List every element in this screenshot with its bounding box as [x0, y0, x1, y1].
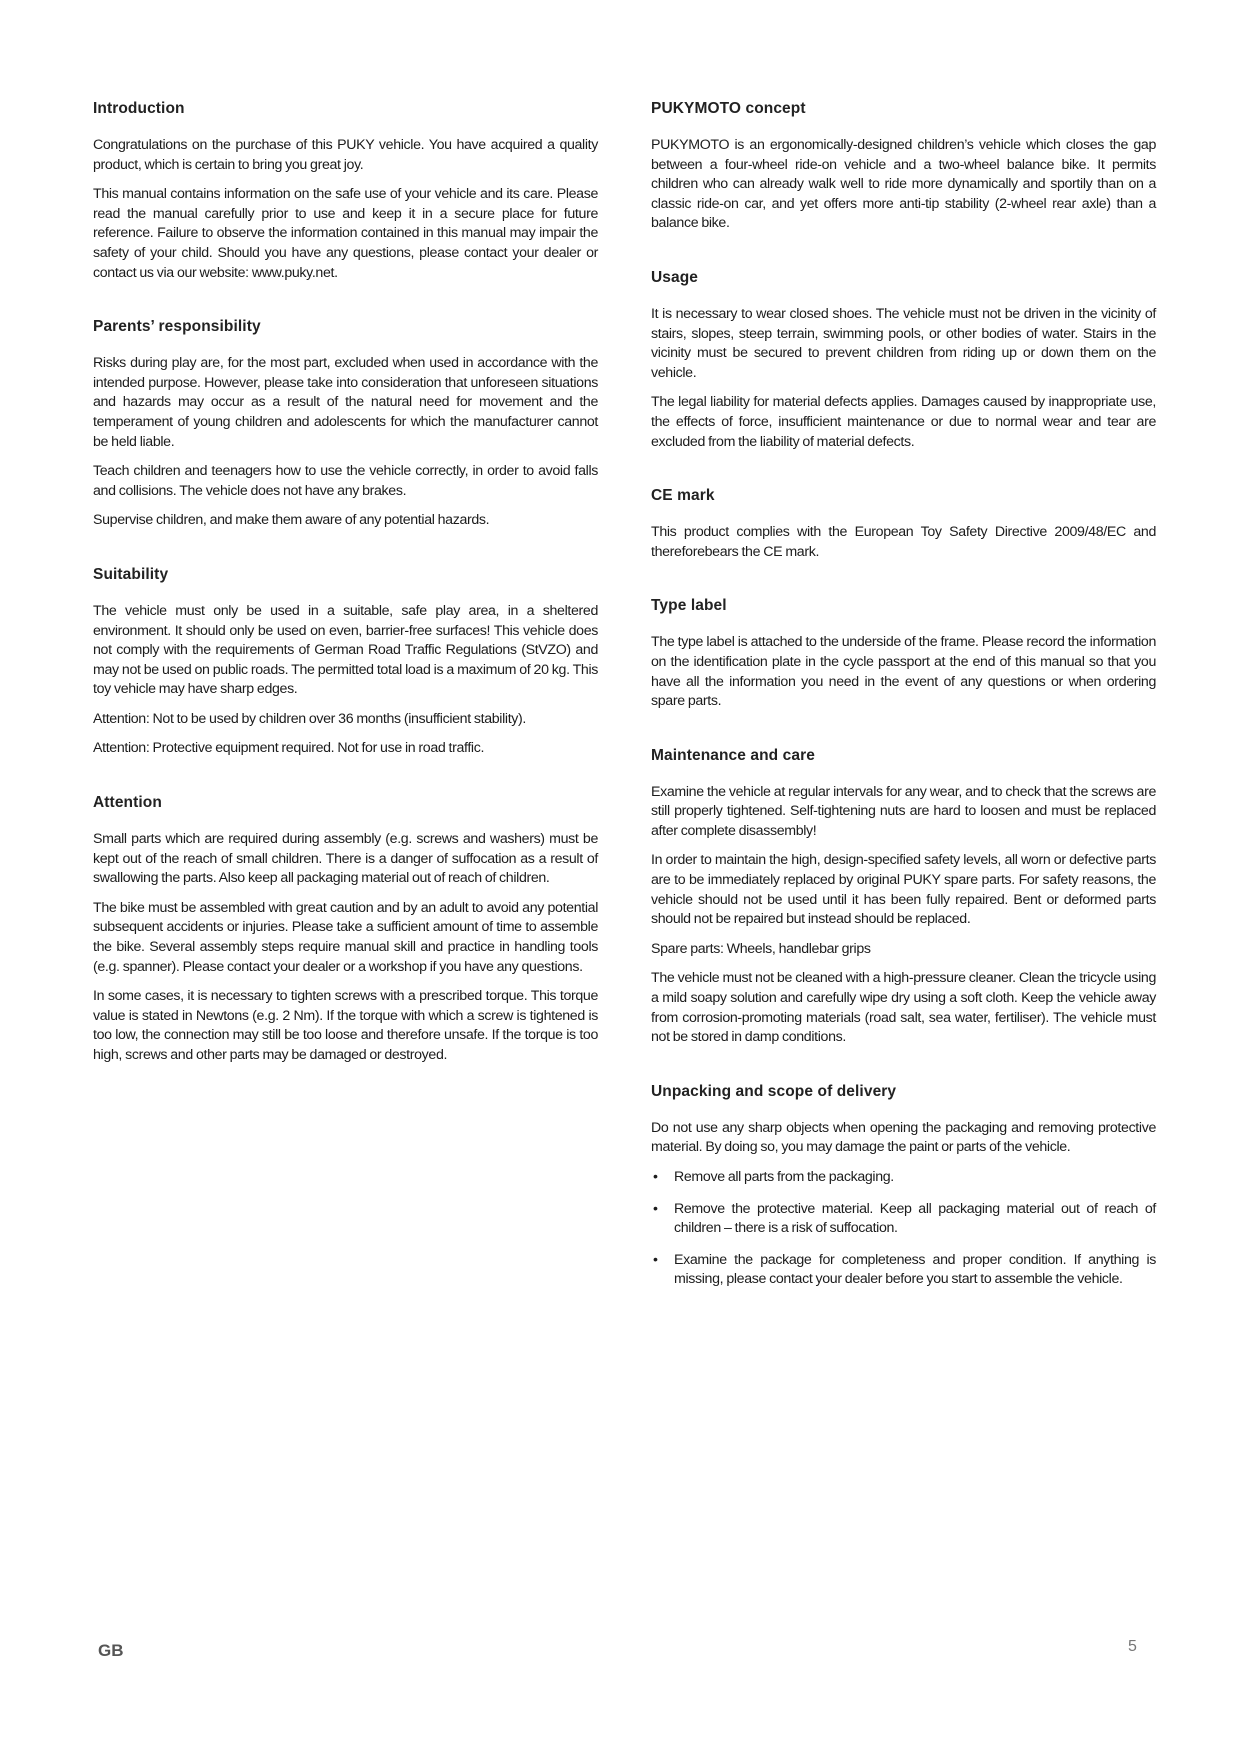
section-heading: Attention — [93, 794, 162, 812]
list-item: • Examine the package for completeness and proper condition. If anything is missing, please contact your dealer before you start to assemble the vehicle. — [651, 1251, 1156, 1290]
paragraph: The vehicle must not be cleaned with a high-pressure cleaner. Clean the tricycle using a mild soapy solution and carefully wipe dry using a soft cloth. Keep the vehicle away from corrosion-promoting materials (road salt, sea water, fertiliser). The vehicle must not be stored in damp conditions. — [651, 970, 1156, 1046]
paragraph: The vehicle must only be used in a suitable, safe play area, in a sheltered environment. It should only be used on even, barrier-free surfaces! This vehicle does not comply with the requirements of German Road Traffic Regulations (StVZO) and may not be used on public roads. The permitted total load is a maximum of 20 kg. This toy vehicle may have sharp edges. — [93, 602, 598, 698]
paragraph: PUKYMOTO is an ergonomically-designed children’s vehicle which closes the gap between a four-wheel ride-on vehicle and a two-wheel balance bike. It permits children who can already walk well to ride more dynamically and sportily than on a classic ride-on car, and yet offers more anti-tip stability (2-wheel rear axle) than a balance bike. — [651, 137, 1156, 232]
paragraph: The legal liability for material defects applies. Damages caused by inappropriate use, the effects of force, insufficient maintenance or due to normal wear and tear are excluded from the liability of material defects. — [651, 394, 1156, 450]
section-ce-mark — [651, 487, 1156, 562]
paragraph: Teach children and teenagers how to use the vehicle correctly, in order to avoid falls and collisions. The vehicle does not have any brakes. — [93, 463, 598, 499]
section-attention — [93, 794, 598, 1066]
section-usage — [651, 269, 1156, 452]
list-item: • Remove the protective material. Keep all packaging material out of reach of children – there is a risk of suffocation. — [651, 1200, 1156, 1239]
section-introduction — [93, 100, 598, 283]
paragraph: Congratulations on the purchase of this PUKY vehicle. You have acquired a quality product, which is certain to bring you great joy. — [93, 137, 598, 173]
paragraph: The type label is attached to the underside of the frame. Please record the information on the identification plate in the cycle passport at the end of this manual so that you have all the information you need in the event of any questions or when ordering spare parts. — [651, 634, 1156, 710]
paragraph: Attention: Not to be used by children over 36 months (insufficient stability). — [93, 710, 527, 727]
bullet-list — [651, 1168, 1156, 1290]
paragraph: In order to maintain the high, design-specified safety levels, all worn or defective parts are to be immediately replaced by original PUKY spare parts. For safety reasons, the vehicle should not be used until it has been fully repaired. Bent or deformed parts should not be repaired but instead should be replaced. — [651, 852, 1156, 928]
language-code: GB — [98, 1641, 124, 1660]
section-parents-responsibility — [93, 318, 598, 531]
paragraph: In some cases, it is necessary to tighten screws with a prescribed torque. This torque value is stated in Newtons (e.g. 2 Nm). If the torque with which a screw is tightened is too low, the connection may still be too loose and therefore unsafe. If the torque is too high, screws and other parts may be damaged or destroyed. — [93, 988, 598, 1063]
section-maintenance-and-care — [651, 747, 1156, 1048]
paragraph: It is necessary to wear closed shoes. The vehicle must not be driven in the vicinity of stairs, slopes, steep terrain, swimming pools, or other bodies of water. Stairs in the vicinity must be secured to prevent children from riding up or down them on the vehicle. — [651, 305, 1156, 381]
paragraph: Risks during play are, for the most part, excluded when used in accordance with the intended purpose. However, please take into consideration that unforeseen situations and hazards may occur as a result of the natural need for movement and the temperament of young children and adolescents for which the manufacturer cannot be held liable. — [93, 355, 598, 450]
paragraph: Spare parts: Wheels, handlebar grips — [651, 940, 871, 957]
page-number: 5 — [1128, 1638, 1137, 1655]
section-heading: Parents’ responsibility — [93, 318, 261, 336]
section-unpacking — [651, 1083, 1156, 1290]
paragraph: Supervise children, and make them aware of any potential hazards. — [93, 512, 490, 529]
section-heading: CE mark — [651, 487, 715, 505]
left-column — [93, 100, 598, 1101]
section-pukymoto-concept — [651, 100, 1156, 234]
right-column — [651, 100, 1156, 1325]
section-heading: PUKYMOTO concept — [651, 100, 806, 117]
paragraph: This manual contains information on the safe use of your vehicle and its care. Please read the manual carefully prior to use and keep it in a secure place for future reference. Failure to observe the information contained in this manual may impair the safety of your child. Should you have any questions, please contact your dealer or contact us via our website: www.puky.net. — [93, 186, 598, 281]
paragraph: Do not use any sharp objects when opening the packaging and removing protective material. By doing so, you may damage the paint or parts of the vehicle. — [651, 1119, 1156, 1156]
section-heading: Type label — [651, 597, 727, 615]
paragraph: Attention: Protective equipment required. Not for use in road traffic. — [93, 740, 485, 757]
section-heading: Maintenance and care — [651, 746, 815, 764]
section-heading: Introduction — [93, 100, 185, 117]
list-item: • Remove all parts from the packaging. — [651, 1168, 1156, 1188]
section-type-label — [651, 597, 1156, 711]
paragraph: This product complies with the European Toy Safety Directive 2009/48/EC and thereforebears the CE mark. — [651, 524, 1156, 560]
section-heading: Unpacking and scope of delivery — [651, 1082, 897, 1100]
section-heading: Usage — [651, 268, 699, 286]
paragraph: The bike must be assembled with great caution and by an adult to avoid any potential subsequent accidents or injuries. Please take a sufficient amount of time to assemble the bike. Several assembly steps require manual skill and practice in handling tools (e.g. spanner). Please contact your dealer or a workshop if you have any questions. — [93, 899, 598, 975]
paragraph: Examine the vehicle at regular intervals for any wear, and to check that the screws are still properly tightened. Self-tightening nuts are hard to loosen and must be replaced after complete disassembly! — [651, 783, 1156, 839]
section-heading: Suitability — [93, 565, 169, 583]
section-suitability — [93, 566, 598, 759]
paragraph: Small parts which are required during assembly (e.g. screws and washers) must be kept out of the reach of small children. There is a danger of suffocation as a result of swallowing the parts. Also keep all packaging material out of reach of children. — [93, 831, 598, 887]
